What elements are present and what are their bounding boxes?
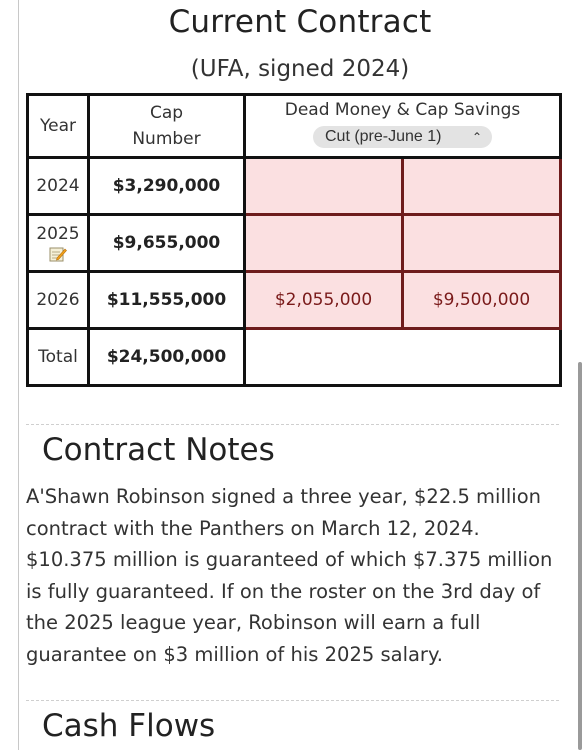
contract-notes-title: Contract Notes: [42, 432, 275, 468]
contract-subtitle: (UFA, signed 2024): [190, 56, 410, 82]
cap-number-cell: $9,655,000: [89, 215, 245, 272]
table-row: [28, 272, 561, 329]
year-cell: [28, 215, 89, 272]
dead-money-cell: [245, 215, 403, 272]
select-chevron-icon: ⌃︎: [471, 129, 482, 144]
cap-savings-cell: $9,500,000: [403, 272, 561, 329]
header-dead-money-label: Dead Money & Cap Savings: [284, 100, 521, 120]
section-divider: [26, 424, 559, 425]
header-cap-line2: Number: [132, 129, 201, 149]
cut-type-select[interactable]: [313, 126, 492, 148]
contract-title: Current Contract: [168, 4, 432, 40]
section-divider: [26, 700, 559, 701]
table-row: [28, 158, 561, 215]
total-label: Total: [28, 329, 89, 386]
cap-number-cell: $11,555,000: [89, 272, 245, 329]
total-empty-cell: [245, 329, 561, 386]
header-dead-money: [245, 95, 561, 158]
contract-notes-text: A'Shawn Robinson signed a three year, $22.5 million contract with the Panthers on March 12, 2024. $10.375 million is guaranteed of which $7.375 million is fully guaranteed. If on the roster on the 3rd day of the 2025 league year, Robinson will earn a full guarantee on $3 million of his 2025 salary.: [26, 485, 553, 666]
dead-money-cell: $2,055,000: [245, 272, 403, 329]
cap-savings-cell: [403, 215, 561, 272]
year-value: 2025: [36, 224, 80, 244]
header-year: Year: [28, 95, 89, 158]
total-cap-cell: $24,500,000: [89, 329, 245, 386]
year-cell: 2024: [28, 158, 89, 215]
header-cap-line1: Cap: [149, 103, 184, 123]
cut-type-select-value: Cut (pre-June 1): [324, 128, 442, 145]
year-cell: 2026: [28, 272, 89, 329]
scrollbar[interactable]: [578, 362, 582, 750]
content-frame-border: [18, 0, 19, 750]
notepad-icon[interactable]: [49, 246, 67, 262]
total-row: [28, 329, 561, 386]
header-cap-number: [89, 95, 245, 158]
table-row: [28, 215, 561, 272]
cap-savings-cell: [403, 158, 561, 215]
dead-money-cell: [245, 158, 403, 215]
cash-flows-title: Cash Flows: [42, 708, 216, 744]
cap-number-cell: $3,290,000: [89, 158, 245, 215]
contract-table: [26, 93, 562, 387]
